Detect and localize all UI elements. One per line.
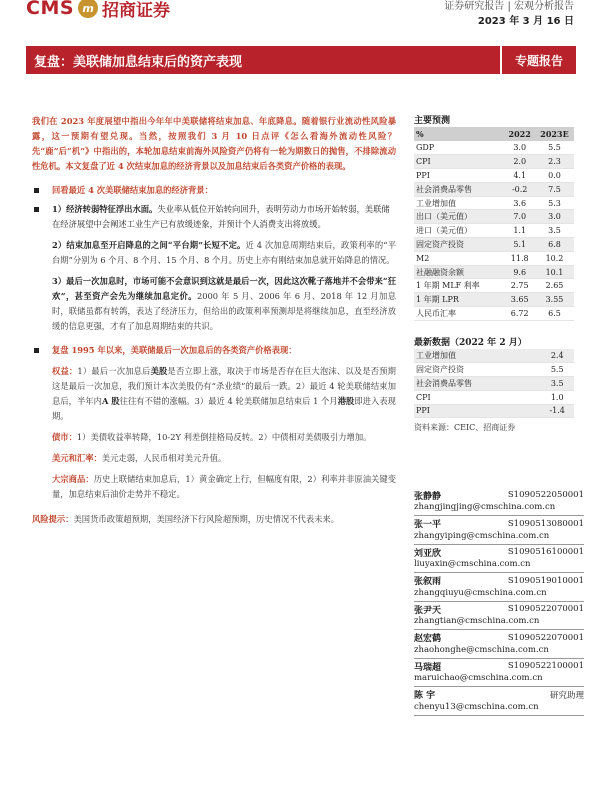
- equity-text: 1）最后一次加息后: [77, 366, 151, 376]
- risk-paragraph: [32, 512, 396, 527]
- table-row: [414, 376, 574, 390]
- value-2023e-cell: 6.5: [535, 307, 574, 321]
- indicator-cell: 1 年期 LPR: [414, 293, 504, 307]
- analyst-name: 张尹天: [414, 605, 442, 616]
- table-row: [414, 390, 574, 404]
- indicator-cell: 固定资产投资: [414, 238, 504, 252]
- indicator-cell: CPI: [414, 390, 540, 404]
- latest-data-title: 最新数据（2022 年 2 月）: [414, 337, 527, 348]
- risk-text: 美国货币政策超预期，美国经济下行风险超预期，历史情况不代表未来。: [73, 514, 340, 524]
- equity-hk-stocks: 港股: [337, 396, 355, 406]
- indicator-cell: PPI: [414, 169, 504, 183]
- value-2022-cell: 1.1: [504, 224, 535, 238]
- indicator-cell: 社会消费品零售: [414, 376, 540, 390]
- equity-label: 权益：: [52, 366, 78, 376]
- value-cell: 1.0: [540, 390, 574, 404]
- point-1: [32, 202, 396, 232]
- value-2022-cell: 2.75: [504, 279, 535, 293]
- report-date: 2023 年 3 月 16 日: [477, 16, 574, 27]
- value-2022-cell: 11.8: [504, 251, 535, 265]
- analyst-entry: [414, 688, 584, 717]
- value-cell: 3.5: [540, 376, 574, 390]
- logo-text-en: CMS: [26, 0, 75, 19]
- analyst-entry: [414, 659, 584, 688]
- analyst-name: 陈 宇: [414, 691, 436, 701]
- table-row: [414, 155, 574, 169]
- value-2022-cell: 6.72: [504, 307, 535, 321]
- table-row: [414, 293, 574, 307]
- bullet-asset-review: [32, 343, 396, 358]
- table-row: [414, 279, 574, 293]
- point-1-bold: 1）经济转弱特征浮出水面。: [52, 204, 158, 214]
- table-row: [414, 307, 574, 321]
- value-2023e-cell: 3.55: [535, 293, 574, 307]
- report-title: 复盘：美联储加息结束后的资产表现: [26, 46, 500, 74]
- fx-text: 美元走弱，人民币相对美元升值。: [101, 453, 227, 463]
- analyst-id: S1090522070001: [507, 604, 584, 614]
- point-3-bold: 3）最后一次加息时，市场可能不会意识到这就是最后一次，因此这次靴子落地并不会带来“狂欢”，甚至资产会先为继续加息定价。: [52, 276, 396, 301]
- value-cell: 5.5: [540, 363, 574, 377]
- table-row: [414, 404, 574, 418]
- analyst-entry: [414, 631, 584, 660]
- analyst-name: 张叙雨: [414, 577, 442, 587]
- square-bullet-icon: [34, 188, 39, 193]
- value-2022-cell: 5.1: [504, 238, 535, 252]
- square-bullet-icon: [34, 348, 39, 353]
- analyst-entry: [414, 545, 584, 574]
- analyst-email[interactable]: liuyaxin@cmschina.com.cn: [414, 559, 584, 573]
- commodity-paragraph: [32, 472, 396, 502]
- point-2-bold: 2）结束加息至开启降息的之间“平台期”长短不定。: [52, 240, 246, 250]
- equity-a-shares: A 股: [101, 396, 120, 406]
- indicator-cell: 工业增加值: [414, 196, 504, 210]
- forecast-table: [414, 127, 574, 321]
- analyst-email[interactable]: maruichao@cmschina.com.cn: [414, 673, 584, 687]
- table-row: [414, 363, 574, 377]
- analyst-name: 张静静: [414, 491, 442, 502]
- table-row: [414, 238, 574, 252]
- logo-text-cn: 招商证券: [102, 0, 171, 21]
- bullet-economic-background: [32, 183, 396, 198]
- main-content: [32, 114, 396, 527]
- value-2023e-cell: 5.5: [535, 141, 574, 155]
- value-2023e-cell: 2.3: [535, 155, 574, 169]
- analyst-email[interactable]: zhangyiping@cmschina.com.cn: [414, 531, 584, 545]
- analyst-id: 研究助理: [549, 690, 584, 701]
- analyst-name: 赵宏鹤: [414, 634, 442, 644]
- equity-text: 是否立即上涨，取决于市场是否存在巨大泡沫、以及是否预期这是最后一次加息，我们预计本次美股仍有“杀业绩”的最后一跌。2）最近 4 轮美联储结束加息后，半年内: [52, 366, 396, 406]
- forecast-header-cell: 2023E: [535, 127, 574, 141]
- analyst-name: 刘亚欣: [414, 548, 442, 559]
- equity-text: 往往有不错的涨幅。3）最近 4 轮美联储加息结束后 1 个月: [119, 396, 338, 406]
- table-row: [414, 251, 574, 265]
- analyst-id: S1090522050001: [507, 490, 584, 500]
- cms-logo: [26, 0, 170, 20]
- analyst-email[interactable]: zhangjingjing@cmschina.com.cn: [414, 502, 584, 516]
- value-2023e-cell: 10.1: [535, 265, 574, 279]
- point-2: [32, 238, 396, 268]
- value-2022-cell: 4.1: [504, 169, 535, 183]
- title-banner: [26, 46, 576, 74]
- value-2022-cell: 3.6: [504, 196, 535, 210]
- table-row: [414, 349, 574, 363]
- report-tag: 专题报告: [500, 46, 576, 74]
- forecast-header-cell: %: [414, 127, 504, 141]
- indicator-cell: 工业增加值: [414, 349, 540, 363]
- analyst-entry: [414, 602, 584, 631]
- value-2023e-cell: 2.65: [535, 279, 574, 293]
- analyst-entry: [414, 574, 584, 603]
- point-2-text: 近 4 次加息周期结束后，政策利率的“平台期”分别为 6 个月、8 个月、15 个月、8 个月。历史上亦有刚结束加息就开始降息的情况。: [52, 240, 396, 265]
- value-2023e-cell: 5.3: [535, 196, 574, 210]
- equity-text: 即进入表现期。: [52, 396, 396, 421]
- indicator-cell: 固定资产投资: [414, 363, 540, 377]
- indicator-cell: GDP: [414, 141, 504, 155]
- indicator-cell: 社融融资余额: [414, 265, 504, 279]
- fx-paragraph: [32, 451, 396, 466]
- sidebar: [414, 113, 574, 433]
- value-2022-cell: -0.2: [504, 182, 535, 196]
- risk-label: 风险提示：: [32, 514, 74, 524]
- bond-label: 债市：: [52, 432, 77, 442]
- analyst-id: S1090516100001: [507, 547, 584, 557]
- analyst-id: S1090513080001: [507, 518, 584, 529]
- analyst-id: S1090519010001: [507, 575, 584, 586]
- value-cell: 2.4: [540, 349, 574, 363]
- logo-badge-icon: m: [78, 0, 98, 18]
- square-bullet-icon: [34, 207, 39, 212]
- indicator-cell: 进口（美元值）: [414, 224, 504, 238]
- analyst-entry: [414, 488, 584, 517]
- commodity-label: 大宗商品：: [52, 474, 94, 484]
- indicator-cell: 出口（美元值）: [414, 210, 504, 224]
- value-2023e-cell: 10.2: [535, 251, 574, 265]
- analyst-email[interactable]: chenyu13@cmschina.com.cn: [414, 702, 584, 716]
- value-2023e-cell: 3.0: [535, 210, 574, 224]
- page-header: [0, 0, 600, 42]
- fx-label: 美元和汇率：: [52, 453, 102, 463]
- value-2022-cell: 2.0: [504, 155, 535, 169]
- equity-us-stocks: 美股: [150, 366, 168, 376]
- point-3: [32, 274, 396, 334]
- analyst-email[interactable]: zhangqiuyu@cmschina.com.cn: [414, 588, 584, 602]
- analyst-email[interactable]: zhangtian@cmschina.com.cn: [414, 616, 584, 630]
- indicator-cell: M2: [414, 251, 504, 265]
- bullet-title: 回看最近 4 次美联储结束加息的经济背景：: [52, 185, 213, 195]
- equity-paragraph: [32, 364, 396, 424]
- point-1-text: 失业率从低位开始转向回升，表明劳动力市场开始转弱，美联储在经济展望中会阐述工业生产已有放缓迹象，并预计个人消费支出将放缓。: [52, 204, 390, 229]
- commodity-text: 历史上联储结束加息后，1）黄金确定上行，但幅度有限，2）利率并非原油关键变量，加息结束后油价走势并不稳定。: [52, 474, 396, 499]
- value-2022-cell: 7.0: [504, 210, 535, 224]
- summary-paragraph: 我们在 2023 年度展望中指出今年年中美联储将结束加息、年底降息。随着银行业流动性风险暴露，这一预期有望兑现。当然，按照我们 3 月 10 日点评《怎么看海外流动性风险？先“鹿”后“机”》中指出的，本轮加息结束前海外风险资产仍将有一轮为期数日的抛售，不排除流动性危机。本文复盘了近 4 次结束加息的经济背景以及加息结束后各类资产价格的表现。: [32, 116, 396, 171]
- analyst-id: S1090522070001: [507, 632, 584, 643]
- report-type: 证券研究报告 | 宏观分析报告: [444, 1, 574, 12]
- value-2022-cell: 3.0: [504, 141, 535, 155]
- indicator-cell: 社会消费品零售: [414, 182, 504, 196]
- table-row: [414, 224, 574, 238]
- table-row: [414, 169, 574, 183]
- indicator-cell: 1 年期 MLF 利率: [414, 279, 504, 293]
- point-3-text: 2000 年 5 月、2006 年 6 月、2018 年 12 月加息时，联储虽都有转鸽，表达了经济压力，但给出的政策利率预测却是将继续加息，直至经济放缓的信息更强，才有了加息周期结束的共识。: [52, 291, 397, 331]
- table-row: [414, 265, 574, 279]
- analyst-name: 张一平: [414, 520, 442, 530]
- value-2022-cell: 9.6: [504, 265, 535, 279]
- value-2023e-cell: 0.0: [535, 169, 574, 183]
- forecast-header-row: [414, 127, 574, 141]
- table-row: [414, 196, 574, 210]
- analyst-list: [414, 488, 584, 716]
- forecast-title: 主要预测: [414, 116, 451, 126]
- table-row: [414, 210, 574, 224]
- forecast-header-cell: 2022: [504, 127, 535, 141]
- bond-text: 1）美债收益率转降，10-2Y 利差倒挂格局反转。2）中债相对美债吸引力增加。: [76, 432, 372, 442]
- value-cell: -1.4: [540, 404, 574, 418]
- analyst-email[interactable]: zhaohonghe@cmschina.com.cn: [414, 645, 584, 659]
- table-row: [414, 182, 574, 196]
- indicator-cell: PPI: [414, 404, 540, 418]
- value-2022-cell: 3.65: [504, 293, 535, 307]
- analyst-id: S1090522100001: [507, 661, 584, 671]
- bullet-title: 复盘 1995 年以来，美联储最后一次加息后的各类资产价格表现：: [52, 345, 297, 355]
- value-2023e-cell: 7.5: [535, 182, 574, 196]
- analyst-name: 马瑞超: [414, 662, 442, 673]
- bond-paragraph: [32, 430, 396, 445]
- indicator-cell: 人民币汇率: [414, 307, 504, 321]
- latest-data-table: [414, 349, 574, 418]
- value-2023e-cell: 6.8: [535, 238, 574, 252]
- value-2023e-cell: 3.5: [535, 224, 574, 238]
- analyst-entry: [414, 517, 584, 546]
- table-row: [414, 141, 574, 155]
- data-source: 资料来源：CEIC、招商证券: [414, 423, 516, 433]
- indicator-cell: CPI: [414, 155, 504, 169]
